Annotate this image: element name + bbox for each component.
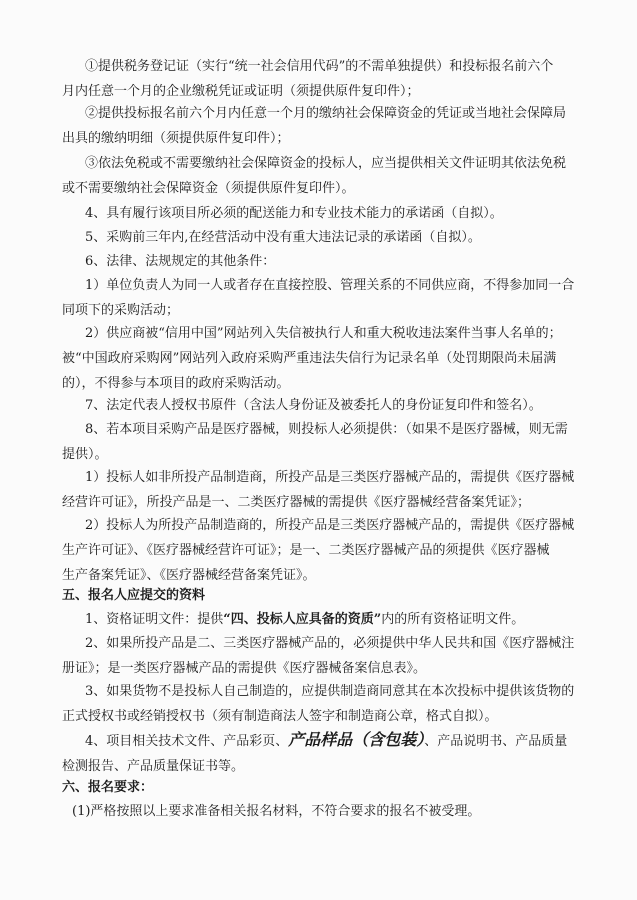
paragraph-sub-2 (0, 324, 637, 393)
paragraph-item-7 (0, 396, 637, 415)
text-line: 被“中国政府采购网”网站列入政府采购严重违法失信行为记录名单（处罚期限尚未届满 (62, 351, 557, 366)
text-line: (1)严格按照以上要求准备相关报名材料，不符合要求的报名不被受理。 (72, 804, 481, 819)
text-line: 或不需要缴纳社会保障资金（须提供原件复印件）。 (62, 181, 355, 196)
text-line: 生产备案凭证》、《医疗器械经营备案凭证》。 (62, 568, 316, 583)
text-line: ②提供投标报名前六个月内任意一个月的缴纳社会保障资金的凭证或当地社会保障局 (85, 106, 567, 121)
text-run: 、产品说明书、产品质量 (424, 734, 568, 749)
text-run-bold: “四、投标人应具备的资质” (223, 612, 382, 627)
paragraph-item-4 (0, 204, 637, 223)
text-line: 正式授权书或经销授权书（须有制造商法人签字和制造商公章，格式自拟）。 (62, 709, 498, 724)
text-line (0, 730, 637, 751)
text-line: 7、法定代表人授权书原件（含法人身份证及被委托人的身份证复印件和签名）。 (85, 398, 542, 413)
paragraph-sub-1 (0, 276, 637, 320)
text-line (0, 610, 637, 629)
text-line: 生产许可证》、《医疗器械经营许可证》；是一、二类医疗器械产品的须提供《医疗器械 (62, 543, 550, 558)
text-line: 经营许可证》，所投产品是一、二类医疗器械的需提供《医疗器械经营备案凭证》； (62, 495, 531, 510)
paragraph-tax-exempt (0, 154, 637, 198)
paragraph-item-6 (0, 252, 637, 271)
text-line: 2）供应商被“信用中国”网站列入失信被执行人和重大税收违法案件当事人名单的； (85, 326, 562, 341)
text-run: 内的所有资格证明文件。 (381, 612, 525, 627)
paragraph-tech-docs (0, 730, 637, 776)
text-line: 册证》；是一类医疗器械产品的需提供《医疗器械备案信息表》。 (62, 661, 427, 676)
paragraph-registration-cert (0, 634, 637, 678)
text-line: 检测报告、产品质量保证书等。 (62, 759, 245, 774)
text-line: ①提供税务登记证（实行“统一社会信用代码”的不需单独提供）和投标报名前六个 (85, 59, 554, 74)
text-run-emphasis: 产品样品（含包装） (288, 730, 425, 749)
text-line: 月内任意一个月的企业缴税凭证或证明（须提供原件复印件）； (62, 84, 420, 99)
paragraph-item-8 (0, 420, 637, 464)
section-heading-5 (0, 586, 637, 605)
text-line: ③依法免税或不需要缴纳社会保障资金的投标人，应当提供相关文件证明其依法免税 (85, 156, 567, 171)
text-line: 4、具有履行该项目所必须的配送能力和专业技术能力的承诺函（自拟）。 (85, 206, 503, 221)
section-title: 五、报名人应提交的资料 (62, 588, 206, 603)
paragraph-item-5 (0, 228, 637, 247)
text-line: 1）单位负责人为同一人或者存在直接控股、管理关系的不同供应商，不得参加同一合 (85, 278, 575, 293)
text-line: 出具的缴纳明细（须提供原件复印件）； (62, 131, 290, 146)
text-line: 提供）。 (62, 447, 108, 462)
text-line: 2）投标人为所投产品制造商的，所投产品是三类医疗器械产品的，需提供《医疗器械 (85, 518, 575, 533)
text-line: 6、法律、法规规定的其他条件： (85, 254, 276, 269)
text-line: 的），不得参与本项目的政府采购活动。 (62, 376, 290, 391)
text-run: 4、项目相关技术文件、产品彩页、 (85, 734, 289, 749)
text-line: 1）投标人如非所投产品制造商，所投产品是三类医疗器械产品的，需提供《医疗器械 (85, 470, 575, 485)
paragraph-qual-docs (0, 610, 637, 629)
text-line: 5、采购前三年内,在经营活动中没有重大违法记录的承诺函（自拟）。 (85, 230, 481, 245)
paragraph-social-security (0, 104, 637, 148)
paragraph-requirement-1 (0, 802, 637, 821)
paragraph-authorization (0, 682, 637, 726)
text-run: 1、资格证明文件：提供 (85, 612, 224, 627)
text-line: 同项下的采购活动； (62, 303, 180, 318)
paragraph-sub-1-device (0, 468, 637, 512)
paragraph-sub-2-device (0, 516, 637, 585)
section-heading-6 (0, 778, 637, 797)
paragraph-tax-cert (0, 57, 637, 101)
text-line: 3、如果货物不是投标人自己制造的，应提供制造商同意其在本次投标中提供该货物的 (85, 684, 575, 699)
text-line: 2、如果所投产品是二、三类医疗器械产品的，必须提供中华人民共和国《医疗器械注 (85, 636, 575, 651)
section-title: 六、报名要求： (62, 780, 154, 795)
text-line: 8、若本项目采购产品是医疗器械，则投标人必须提供：（如果不是医疗器械，则无需 (85, 422, 568, 437)
